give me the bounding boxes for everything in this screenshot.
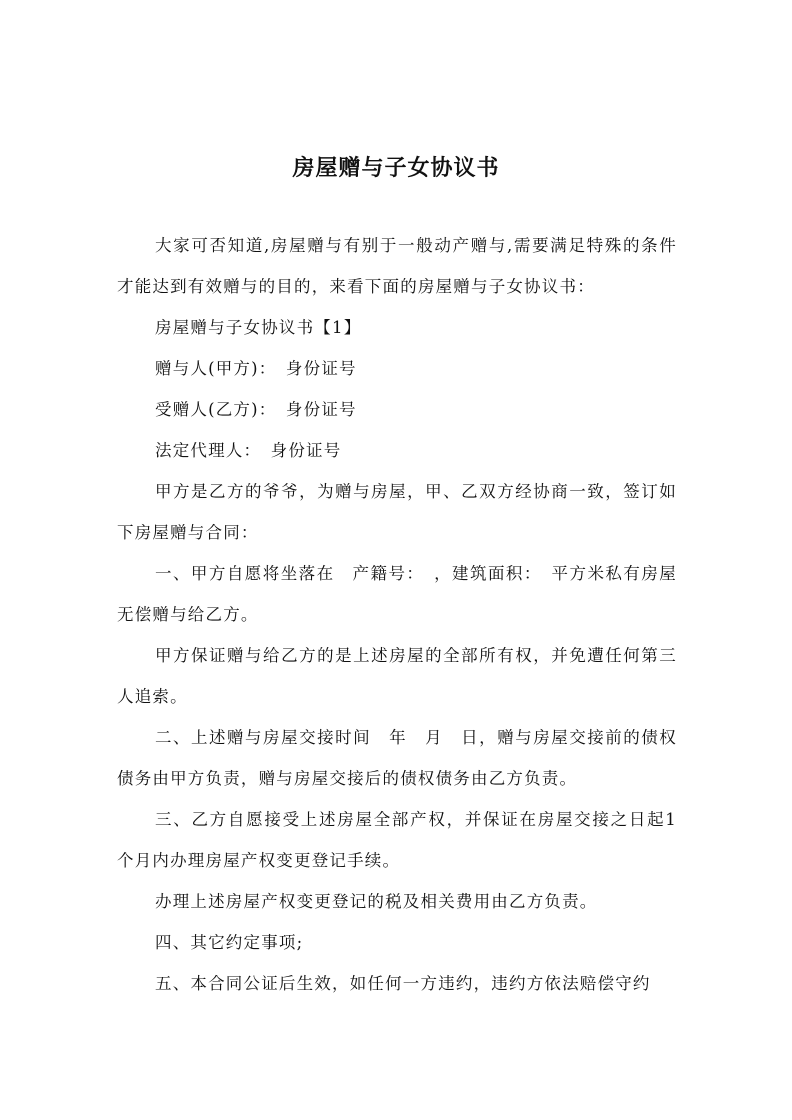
paragraph-ownership-guarantee: 甲方保证赠与给乙方的是上述房屋的全部所有权，并免遭任何第三人追索。 xyxy=(117,646,677,706)
paragraph-tax-fees: 办理上述房屋产权变更登记的税及相关费用由乙方负责。 xyxy=(155,892,598,911)
paragraph-legal-representative: 法定代理人： 身份证号 xyxy=(155,441,342,460)
paragraph-clause-1: 一、甲方自愿将坐落在 产籍号： ，建筑面积： 平方米私有房屋无偿赠与给乙方。 xyxy=(117,564,677,624)
paragraph-agreement-heading: 房屋赠与子女协议书【1】 xyxy=(155,318,362,337)
paragraph-clause-5: 五、本合同公证后生效，如任何一方违约，违约方依法赔偿守约 xyxy=(155,974,651,993)
document-title: 房屋赠与子女协议书 xyxy=(292,156,500,181)
paragraph-clause-4: 四、其它约定事项; xyxy=(155,933,304,952)
paragraph-intro: 大家可否知道,房屋赠与有别于一般动产赠与,需要满足特殊的条件才能达到有效赠与的目的，来看下面的房屋赠与子女协议书： xyxy=(117,236,677,296)
paragraph-donee: 受赠人(乙方)： 身份证号 xyxy=(155,400,357,419)
paragraph-clause-3: 三、乙方自愿接受上述房屋全部产权，并保证在房屋交接之日起1个月内办理房屋产权变更登记手续。 xyxy=(117,810,677,870)
paragraph-donor: 赠与人(甲方)： 身份证号 xyxy=(155,359,357,378)
paragraph-clause-2: 二、上述赠与房屋交接时间 年 月 日，赠与房屋交接前的债权债务由甲方负责，赠与房屋交接后的债权债务由乙方负责。 xyxy=(117,728,677,788)
paragraph-relationship: 甲方是乙方的爷爷，为赠与房屋，甲、乙双方经协商一致，签订如下房屋赠与合同： xyxy=(117,482,677,542)
document-body xyxy=(117,225,677,1004)
